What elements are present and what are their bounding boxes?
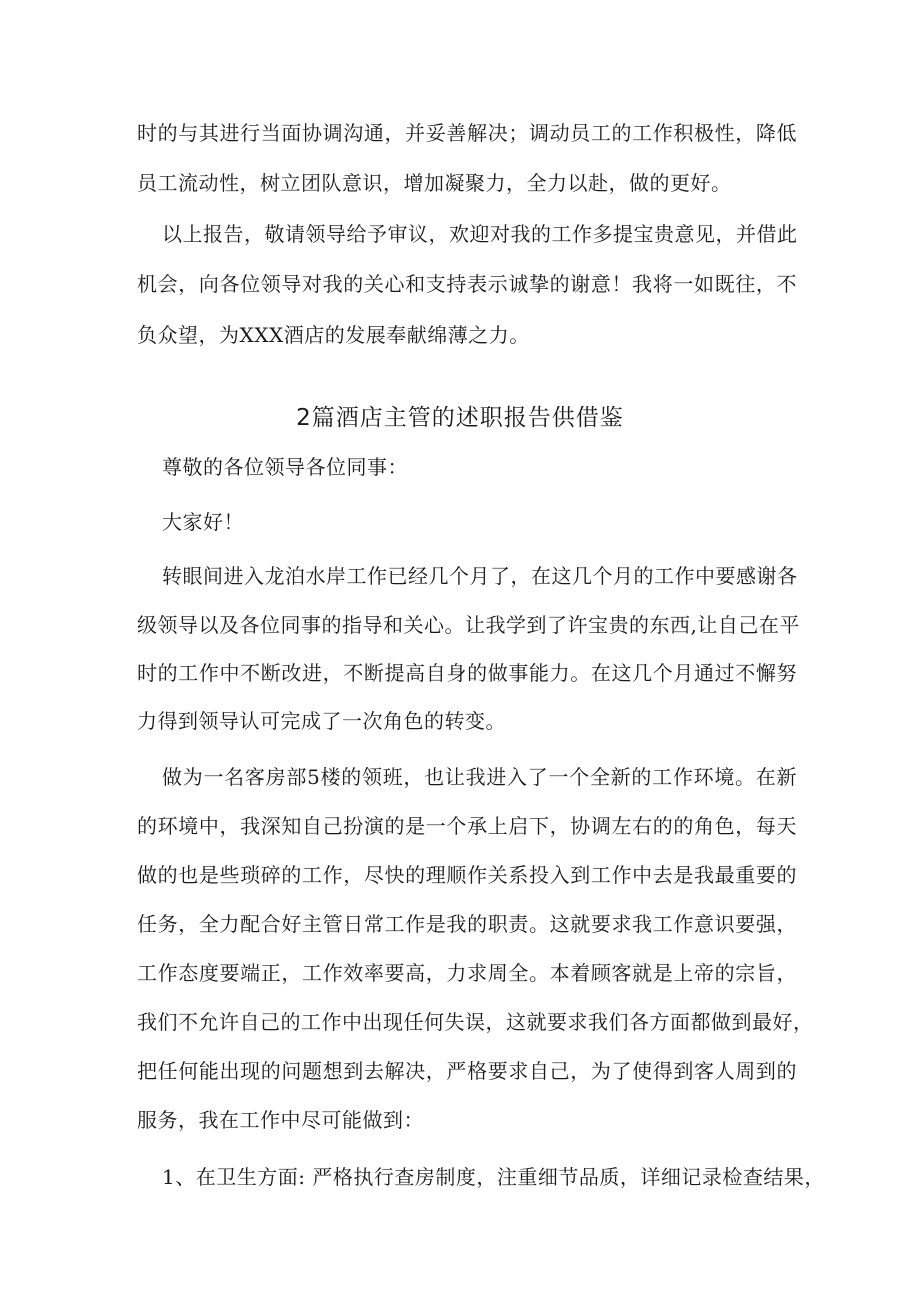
greeting-line: 大家好！ <box>162 510 244 534</box>
paragraph-line: 做为一名客房部5楼的领班，也让我进入了一个全新的工作环境。在新 <box>162 765 797 789</box>
paragraph-line: 把任何能出现的问题想到去解决，严格要求自己，为了使得到客人周到的 <box>137 1059 797 1083</box>
paragraph-line: 做的也是些琐碎的工作，尽快的理顺作关系投入到工作中去是我最重要的 <box>137 863 797 887</box>
paragraph-line: 时的工作中不断改进，不断提高自身的做事能力。在这几个月通过不懈努 <box>137 661 797 685</box>
list-item: 1、在卫生方面: 严格执行查房制度，注重细节品质，详细记录检查结果， <box>162 1165 825 1189</box>
salutation-line: 尊敬的各位领导各位同事： <box>162 455 408 479</box>
paragraph-line: 时的与其进行当面协调沟通，并妥善解决；调动员工的工作积极性，降低 <box>137 121 797 145</box>
paragraph-line: 我们不允许自己的工作中出现任何失误，这就要求我们各方面都做到最好， <box>137 1010 814 1034</box>
paragraph-line: 的环境中，我深知自己扮演的是一个承上启下，协调左右的的角色，每天 <box>137 814 797 838</box>
paragraph-line: 级领导以及各位同事的指导和关心。让我学到了许宝贵的东西,让自己在平 <box>137 613 800 637</box>
paragraph-line: 员工流动性，树立团队意识，增加凝聚力，全力以赴，做的更好。 <box>137 171 732 195</box>
document-title: 2篇酒店主管的述职报告供借鉴 <box>296 405 624 431</box>
paragraph-line: 工作态度要端正，工作效率要高，力求周全。本着顾客就是上帝的宗旨， <box>137 961 797 985</box>
paragraph-line: 任务，全力配合好主管日常工作是我的职责。这就要求我工作意识要强， <box>137 912 797 936</box>
paragraph-line: 机会，向各位领导对我的关心和支持表示诚挚的谢意！我将一如既往，不 <box>137 272 797 296</box>
paragraph-line: 负众望，为XXX酒店的发展奉献绵薄之力。 <box>137 323 530 347</box>
paragraph-line: 以上报告，敬请领导给予审议，欢迎对我的工作多提宝贵意见，并借此 <box>162 222 798 246</box>
paragraph-line: 服务，我在工作中尽可能做到： <box>137 1108 424 1132</box>
paragraph-line: 力得到领导认可完成了一次角色的转变。 <box>137 709 506 733</box>
paragraph-line: 转眼间进入龙泊水岸工作已经几个月了，在这几个月的工作中要感谢各 <box>162 564 798 588</box>
